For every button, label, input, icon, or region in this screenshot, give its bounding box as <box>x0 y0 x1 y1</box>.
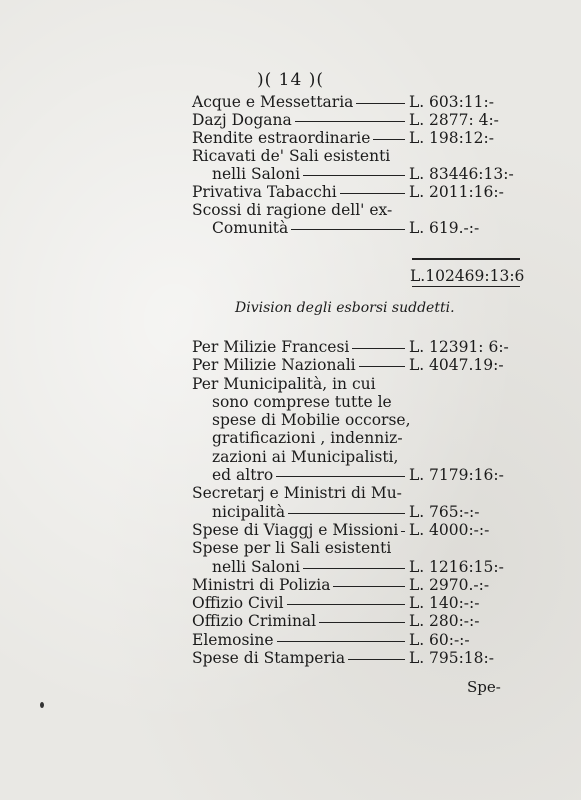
ledger-row <box>192 393 522 411</box>
ledger-row <box>192 338 522 356</box>
ledger-row <box>192 147 522 165</box>
ledger-row <box>192 219 522 237</box>
leader-dash <box>348 659 405 660</box>
ledger-row <box>192 558 522 576</box>
row-currency: L. <box>409 129 425 147</box>
ledger-row <box>192 576 522 594</box>
row-label: Offizio Civil <box>192 594 284 613</box>
row-amount: 140:-:- <box>429 594 480 613</box>
row-amount: 603:11:- <box>429 93 494 111</box>
leader-dash <box>319 622 405 623</box>
page-number: )( 14 )( <box>257 70 324 90</box>
row-label: Ricavati de' Sali esistenti <box>192 147 391 165</box>
row-amount: 83446:13:- <box>429 165 514 183</box>
ledger-row <box>192 631 522 649</box>
row-label: Rendite estraordinarie <box>192 129 371 147</box>
catchword: Spe- <box>467 678 501 696</box>
row-label: spese di Mobilie occorse, <box>212 411 411 430</box>
row-label: nicipalità <box>212 502 286 521</box>
row-currency: L. <box>409 612 425 631</box>
row-currency: L. <box>409 520 425 539</box>
row-label: Spese di Viaggj e Missioni <box>192 520 399 539</box>
ledger-row <box>192 165 522 183</box>
ledger-row <box>192 375 522 393</box>
row-amount: 2877: 4:- <box>429 111 499 129</box>
row-label: Acque e Messettaria <box>192 93 354 111</box>
leader-dash <box>295 121 405 122</box>
row-label: nelli Saloni <box>212 557 301 576</box>
row-label: Scossi di ragione dell' ex- <box>192 201 393 219</box>
row-amount: 7179:16:- <box>429 466 504 485</box>
row-currency: L. <box>409 557 425 576</box>
expenses-list <box>192 338 522 667</box>
ink-speck <box>40 702 44 708</box>
ledger-row <box>192 93 522 111</box>
row-label: Ministri di Polizia <box>192 575 331 594</box>
row-currency: L. <box>409 356 425 375</box>
ledger-row <box>192 503 522 521</box>
row-currency: L. <box>409 338 425 356</box>
receipts-list <box>192 93 522 237</box>
row-amount: 280:-:- <box>429 612 480 631</box>
row-currency: L. <box>409 93 425 111</box>
row-currency: L. <box>409 649 425 668</box>
row-amount: 4000:-:- <box>429 520 490 539</box>
row-label: Dazj Dogana <box>192 111 292 129</box>
row-currency: L. <box>409 630 425 649</box>
row-amount: 765:-:- <box>429 502 480 521</box>
leader-dash <box>277 641 405 642</box>
row-label: Privativa Tabacchi <box>192 183 337 201</box>
leader-dash <box>352 348 405 349</box>
row-amount: 1216:15:- <box>429 557 504 576</box>
row-currency: L. <box>409 575 425 594</box>
row-amount: 619.-:- <box>429 219 480 237</box>
ledger-row <box>192 521 522 539</box>
ledger-row <box>192 466 522 484</box>
row-label: Spese di Stamperia <box>192 649 346 668</box>
row-currency: L. <box>409 183 425 201</box>
row-label: ed altro <box>212 466 274 485</box>
section-title: Division degli esborsi suddetti. <box>235 300 455 316</box>
ledger-row <box>192 183 522 201</box>
ledger-row <box>192 356 522 374</box>
row-label: Comunità <box>212 219 289 237</box>
row-label: Offizio Criminal <box>192 612 317 631</box>
row-currency: L. <box>409 502 425 521</box>
leader-dash <box>333 586 405 587</box>
ledger-row <box>192 612 522 630</box>
grand-total: L.102469:13:6 <box>410 267 525 285</box>
row-currency: L. <box>409 165 425 183</box>
row-label: Per Milizie Nazionali <box>192 356 356 375</box>
row-label: Per Municipalità, in cui <box>192 374 376 393</box>
row-label: Secretarj e Ministri di Mu- <box>192 484 402 503</box>
ledger-row <box>192 649 522 667</box>
row-amount: 12391: 6:- <box>429 338 509 356</box>
sum-rule-top <box>412 258 520 260</box>
ledger-row <box>192 129 522 147</box>
leader-dash <box>303 568 405 569</box>
row-label: sono comprese tutte le <box>212 392 392 411</box>
ledger-row <box>192 111 522 129</box>
leader-dash <box>291 229 405 230</box>
row-amount: 2011:16:- <box>429 183 504 201</box>
row-amount: 4047.19:- <box>429 356 504 375</box>
row-currency: L. <box>409 111 425 129</box>
row-label: Per Milizie Francesi <box>192 338 350 356</box>
row-amount: 2970.-:- <box>429 575 490 594</box>
row-label: gratificazioni , indenniz- <box>212 429 403 448</box>
row-currency: L. <box>409 466 425 485</box>
row-label: zazioni ai Municipalisti, <box>212 447 399 466</box>
row-amount: 60:-:- <box>429 630 470 649</box>
leader-dash <box>340 193 405 194</box>
leader-dash <box>288 513 405 514</box>
row-amount: 795:18:- <box>429 649 494 668</box>
leader-dash <box>359 366 405 367</box>
ledger-row <box>192 484 522 502</box>
row-currency: L. <box>409 594 425 613</box>
ledger-row <box>192 594 522 612</box>
leader-dash <box>303 175 405 176</box>
row-amount: 198:12:- <box>429 129 494 147</box>
sum-rule-bottom <box>412 286 520 287</box>
row-label: nelli Saloni <box>212 165 301 183</box>
row-currency: L. <box>409 219 425 237</box>
ledger-row <box>192 411 522 429</box>
ledger-row <box>192 201 522 219</box>
ledger-row <box>192 539 522 557</box>
row-label: Elemosine <box>192 630 274 649</box>
ledger-row <box>192 448 522 466</box>
leader-dash <box>401 531 405 532</box>
leader-dash <box>287 604 405 605</box>
ledger-row <box>192 429 522 447</box>
leader-dash <box>356 103 405 104</box>
leader-dash <box>373 139 405 140</box>
row-label: Spese per li Sali esistenti <box>192 539 392 558</box>
leader-dash <box>276 476 405 477</box>
